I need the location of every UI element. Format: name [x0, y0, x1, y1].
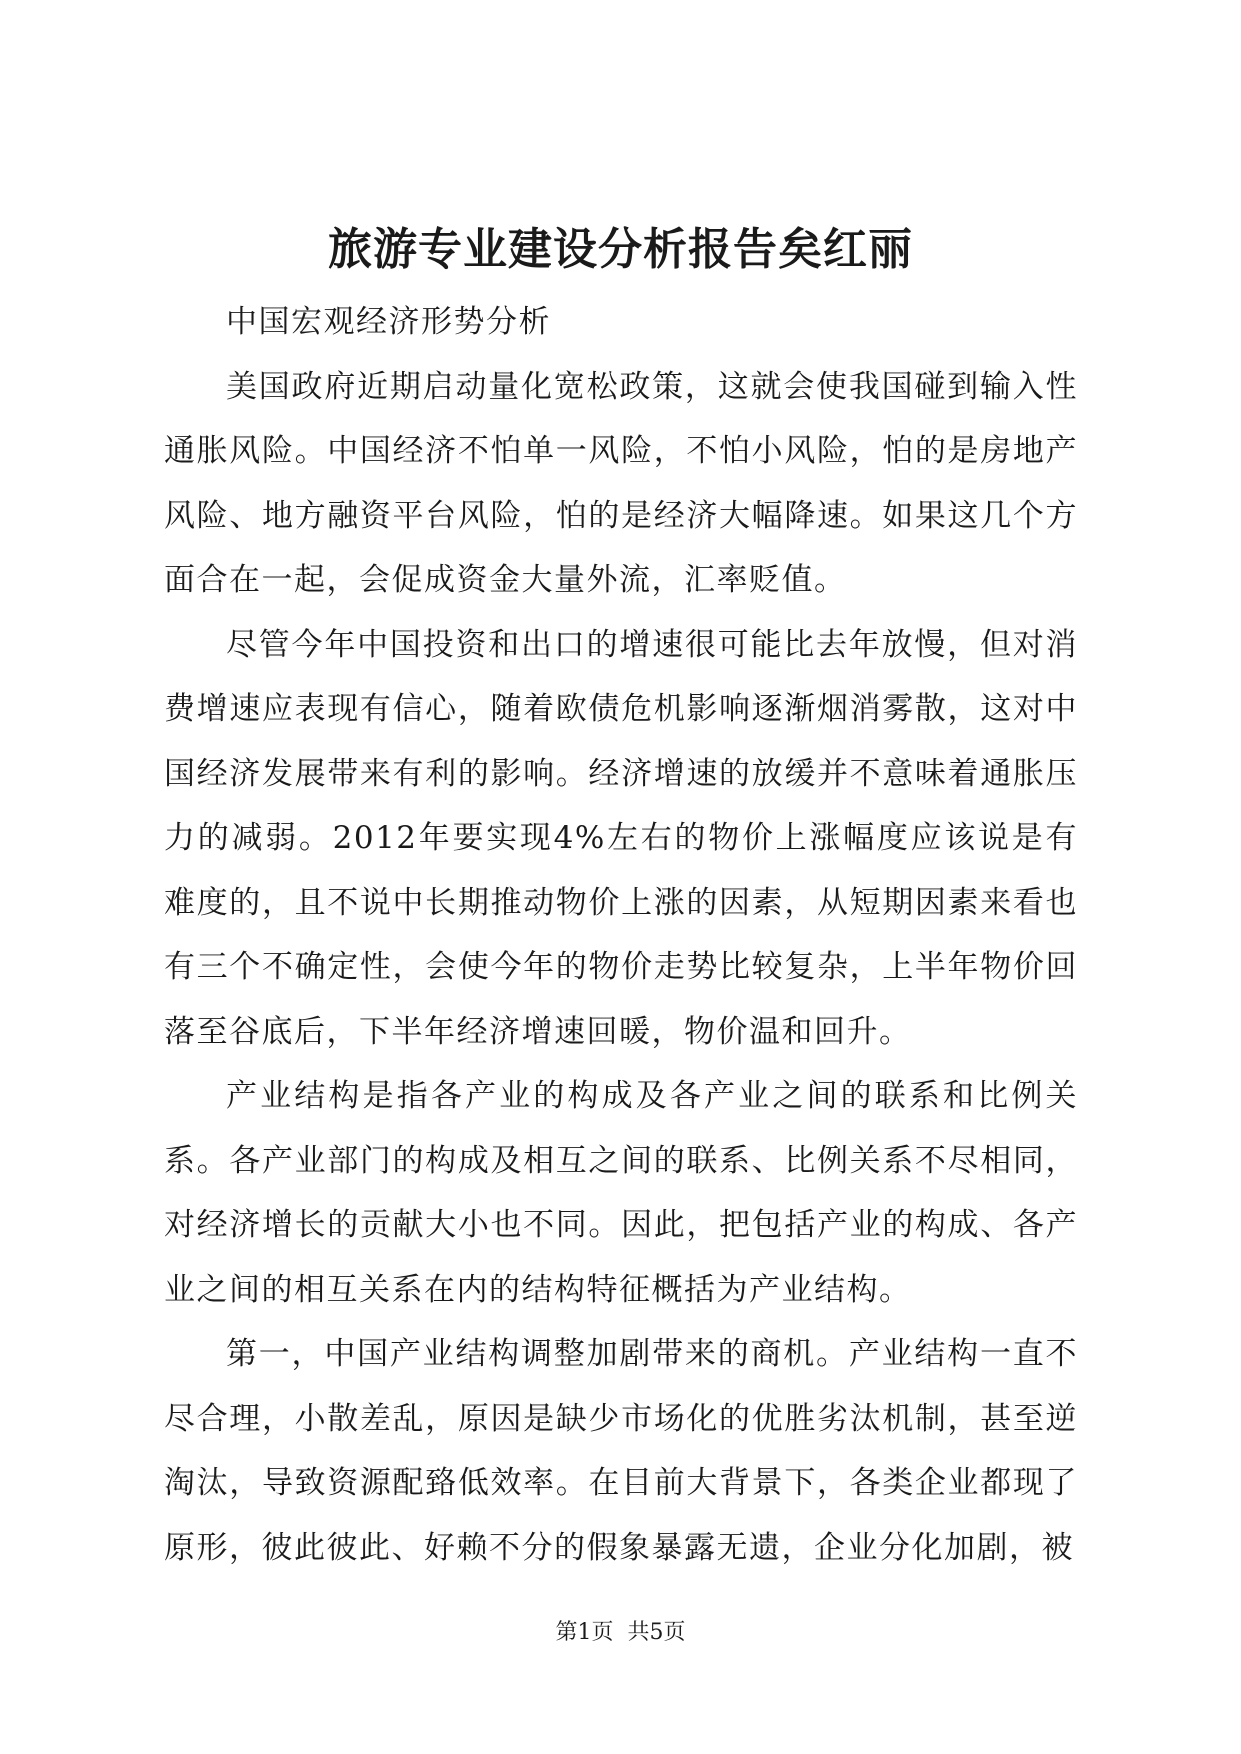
- total-pages-number: 5: [649, 1620, 664, 1645]
- paragraph: 第一，中国产业结构调整加剧带来的商机。产业结构一直不尽合理，小散差乱，原因是缺少市场化的优胜劣汰机制，甚至逆淘汰，导致资源配臵低效率。在目前大背景下，各类企业都现了原形，彼此彼此、好赖不分的假象暴露无遗，企业分化加剧，被: [164, 1336, 1078, 1566]
- paragraph: 尽管今年中国投资和出口的增速很可能比去年放慢，但对消费增速应表现有信心，随着欧债危机影响逐渐烟消雾散，这对中国经济发展带来有利的影响。经济增速的放缓并不意味着通胀压力的减弱。2012年要实现4%左右的物价上涨幅度应该说是有难度的，且不说中长期推动物价上涨的因素，从短期因素来看也有三个不确定性，会使今年的物价走势比较复杂，上半年物价回落至谷底后，下半年经济增速回暖，物价温和回升。: [164, 626, 1078, 1050]
- page-footer: [0, 1618, 1241, 1648]
- document-body: [164, 290, 1078, 1580]
- document-title: 旅游专业建设分析报告矣红丽: [328, 224, 913, 275]
- total-label-prefix: 共: [627, 1620, 650, 1645]
- page-label-suffix: 页: [591, 1620, 614, 1645]
- paragraph-heading: 中国宏观经济形势分析: [226, 304, 551, 340]
- current-page-number: 1: [577, 1620, 592, 1645]
- total-label-suffix: 页: [663, 1620, 686, 1645]
- footer-spacer: [614, 1620, 628, 1645]
- paragraph: 产业结构是指各产业的构成及各产业之间的联系和比例关系。各产业部门的构成及相互之间的联系、比例关系不尽相同，对经济增长的贡献大小也不同。因此，把包括产业的构成、各产业之间的相互关系在内的结构特征概括为产业结构。: [164, 1078, 1078, 1308]
- page-label-prefix: 第: [555, 1620, 578, 1645]
- paragraph: 美国政府近期启动量化宽松政策，这就会使我国碰到输入性通胀风险。中国经济不怕单一风险，不怕小风险，怕的是房地产风险、地方融资平台风险，怕的是经济大幅降速。如果这几个方面合在一起，会促成资金大量外流，汇率贬值。: [164, 368, 1078, 598]
